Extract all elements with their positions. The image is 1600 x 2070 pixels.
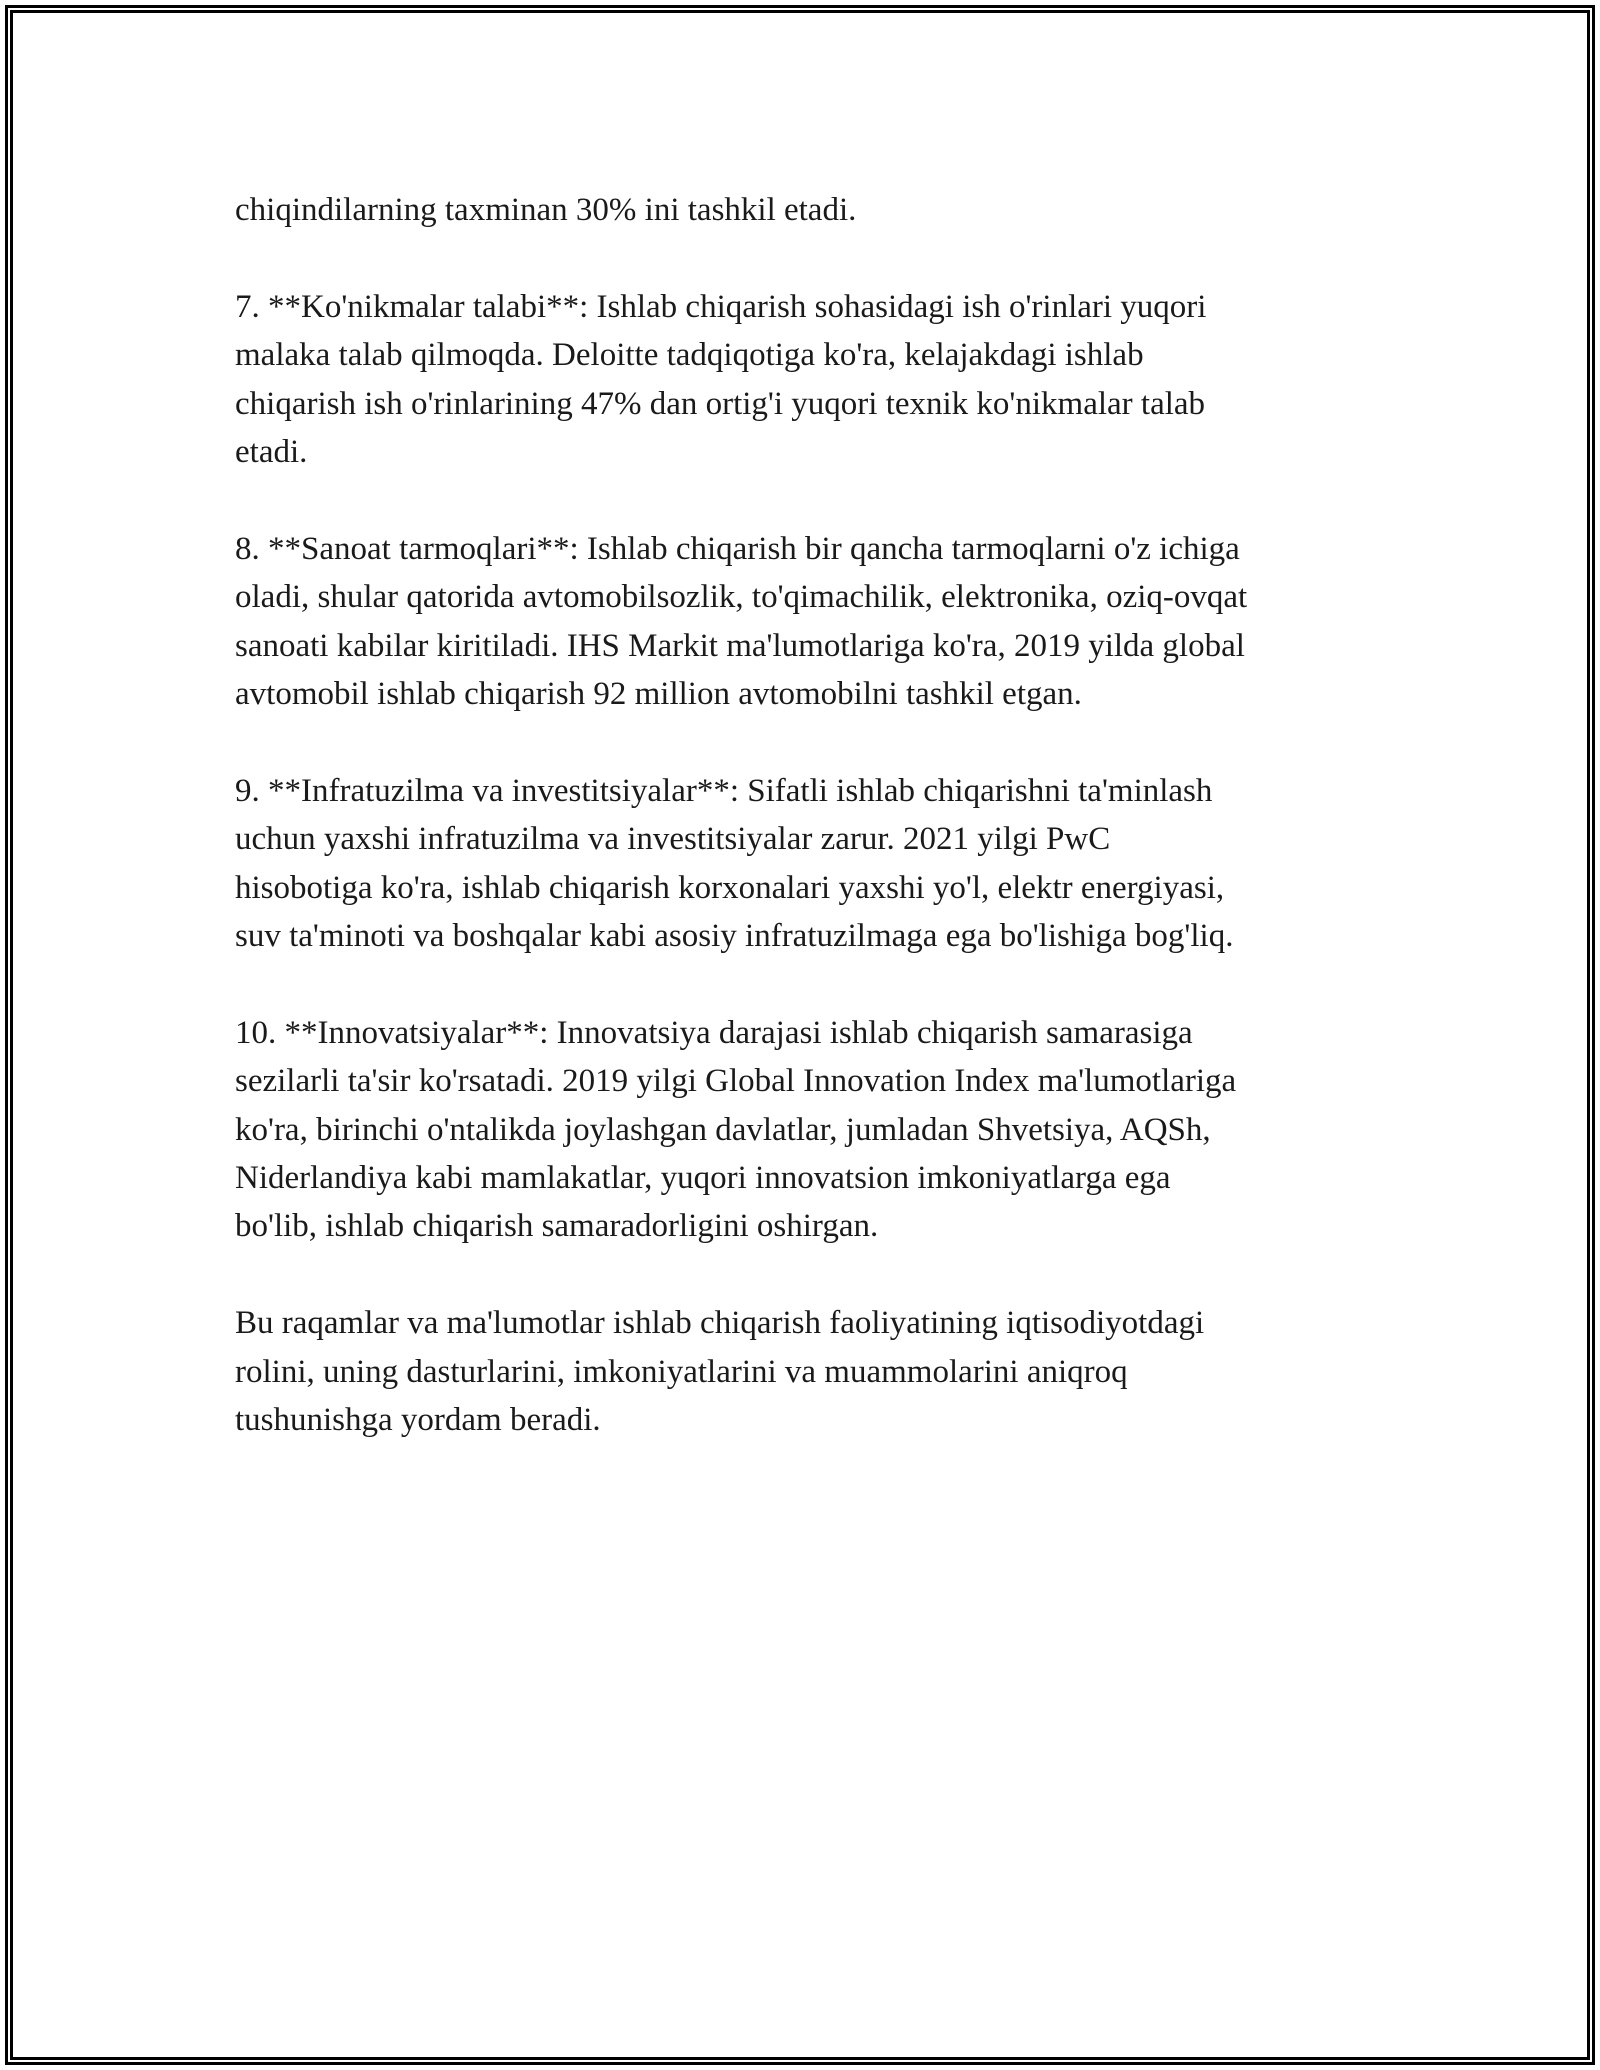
paragraph-infrastructure <box>235 767 1385 961</box>
text-line: Bu raqamlar va ma'lumotlar ishlab chiqarish faoliyatining iqtisodiyotdagi <box>235 1305 1205 1342</box>
text-line: 7. **Ko'nikmalar talabi**: Ishlab chiqarish sohasidagi ish o'rinlari yuqori <box>235 288 1207 325</box>
text-line: avtomobil ishlab chiqarish 92 million avtomobilni tashkil etgan. <box>235 676 1082 713</box>
text-line: bo'lib, ishlab chiqarish samaradorligini oshirgan. <box>235 1208 879 1245</box>
text-line: 8. **Sanoat tarmoqlari**: Ishlab chiqarish bir qancha tarmoqlarni o'z ichiga <box>235 530 1240 567</box>
text-line: ko'ra, birinchi o'ntalikda joylashgan davlatlar, jumladan Shvetsiya, AQSh, <box>235 1111 1211 1148</box>
text-line: Niderlandiya kabi mamlakatlar, yuqori innovatsion imkoniyatlarga ega <box>235 1160 1171 1197</box>
paragraph-skills-demand <box>235 283 1385 477</box>
text-line: chiqarish ish o'rinlarining 47% dan ortig'i yuqori texnik ko'nikmalar talab <box>235 385 1206 422</box>
text-line: uchun yaxshi infratuzilma va investitsiyalar zarur. 2021 yilgi PwC <box>235 821 1111 858</box>
text-line: tushunishga yordam beradi. <box>235 1402 601 1439</box>
text-line: suv ta'minoti va boshqalar kabi asosiy infratuzilmaga ega bo'lishiga bog'liq. <box>235 918 1234 955</box>
text-line: etadi. <box>235 434 308 471</box>
text-line: sanoati kabilar kiritiladi. IHS Markit ma'lumotlariga ko'ra, 2019 yilda global <box>235 627 1245 664</box>
text-line: hisobotiga ko'ra, ishlab chiqarish korxonalari yaxshi yo'l, elektr energiyasi, <box>235 869 1225 906</box>
document-body <box>235 186 1385 1493</box>
text-line: chiqindilarning taxminan 30% ini tashkil etadi. <box>235 192 857 228</box>
text-line: 9. **Infratuzilma va investitsiyalar**: Sifatli ishlab chiqarishni ta'minlash <box>235 772 1213 809</box>
paragraph-industry-sectors <box>235 525 1385 719</box>
paragraph-innovations <box>235 1009 1385 1251</box>
paragraph-conclusion <box>235 1299 1385 1444</box>
paragraph-intro-continuation <box>235 186 1385 234</box>
text-line: malaka talab qilmoqda. Deloitte tadqiqotiga ko'ra, kelajakdagi ishlab <box>235 337 1144 374</box>
text-line: sezilarli ta'sir ko'rsatadi. 2019 yilgi Global Innovation Index ma'lumotlariga <box>235 1063 1237 1100</box>
text-line: rolini, uning dasturlarini, imkoniyatlarini va muammolarini aniqroq <box>235 1353 1128 1390</box>
text-line: 10. **Innovatsiyalar**: Innovatsiya darajasi ishlab chiqarish samarasiga <box>235 1014 1193 1051</box>
text-line: oladi, shular qatorida avtomobilsozlik, to'qimachilik, elektronika, oziq-ovqat <box>235 579 1248 616</box>
